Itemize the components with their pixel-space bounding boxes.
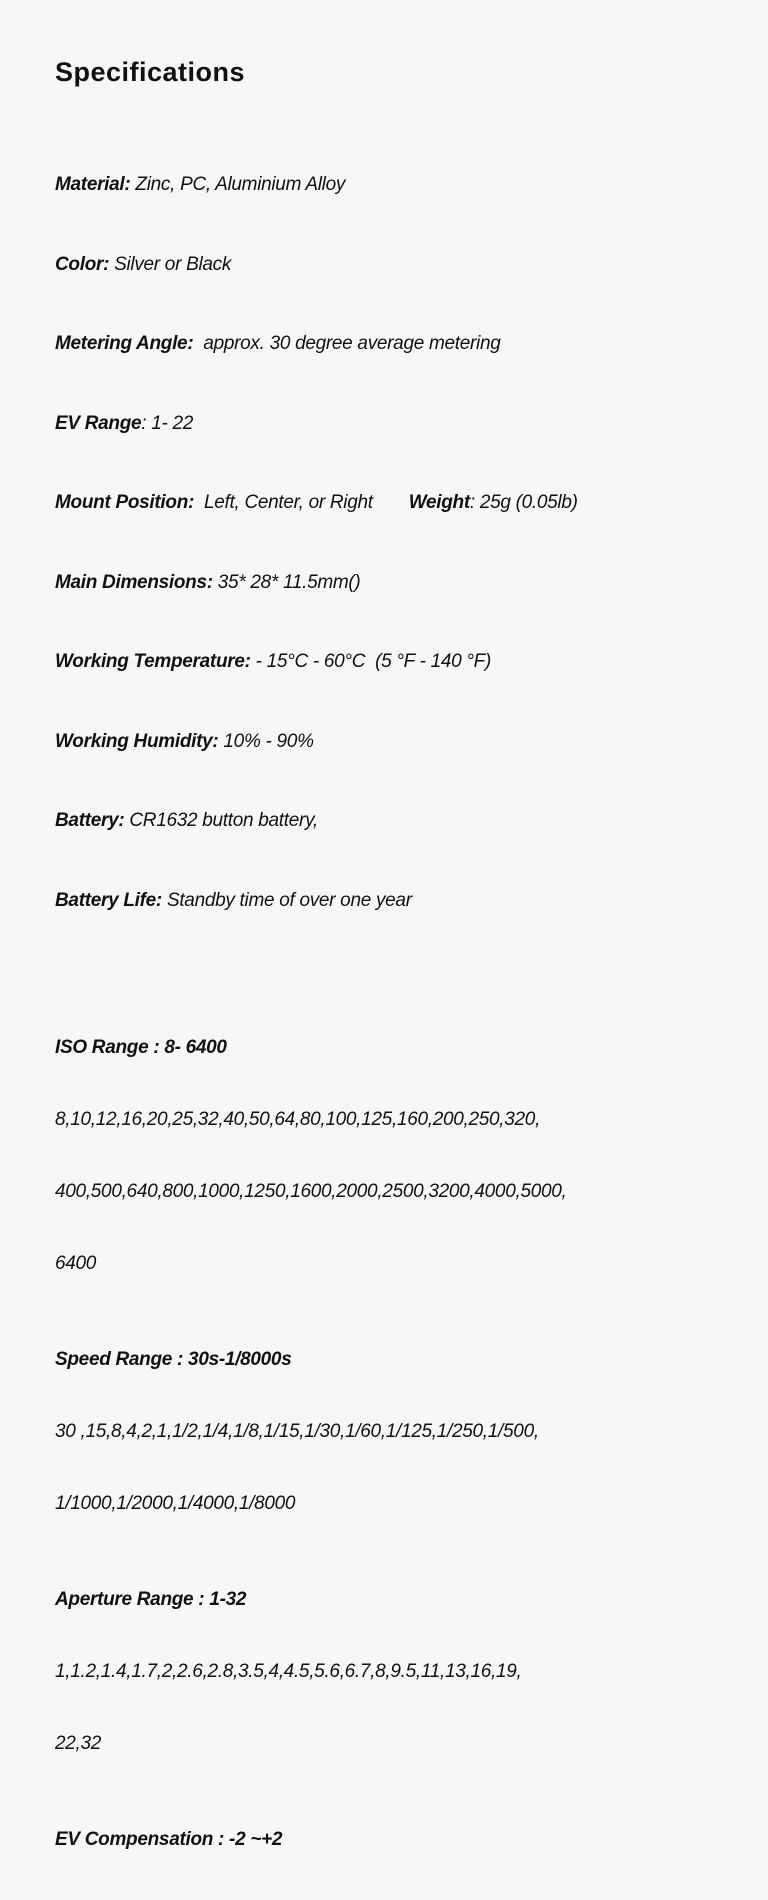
spec-row-working-temperature: [55, 649, 738, 676]
spec-label-material: Material:: [55, 174, 131, 195]
spec-row-working-humidity: [55, 729, 738, 756]
spec-value-color: Silver or Black: [109, 253, 232, 275]
spec-label-weight: Weight: [408, 492, 470, 513]
spec-row-mount-position: [55, 490, 738, 517]
spec-label-metering-angle: Metering Angle:: [55, 333, 194, 354]
spec-row-main-dimensions: [55, 570, 738, 597]
spec-row-battery-life: [55, 888, 738, 915]
spec-value-working-temperature: - 15°C - 60°C (5 °F - 140 °F): [250, 651, 492, 672]
iso-range-heading: ISO Range : 8- 6400: [55, 1037, 227, 1058]
spec-row-metering-angle: [55, 331, 738, 358]
aperture-range-values-line2: 22,32: [55, 1733, 102, 1754]
spec-label-battery: Battery:: [55, 810, 125, 831]
spec-label-main-dimensions: Main Dimensions:: [55, 571, 213, 593]
spec-value-mount-position: Left, Center, or Right: [194, 492, 373, 513]
page-title: Specifications: [55, 57, 246, 87]
spec-row-ev-range: [55, 411, 738, 438]
spec-row-material: [55, 172, 738, 199]
spec-value-metering-angle: approx. 30 degree average metering: [193, 333, 501, 354]
spec-label-working-humidity: Working Humidity:: [55, 730, 219, 752]
iso-range-values-line1: 8,10,12,16,20,25,32,40,50,64,80,100,125,160,200,250,320,: [55, 1109, 541, 1130]
speed-range-heading: Speed Range : 30s-1/8000s: [55, 1349, 292, 1370]
spec-label-ev-range: EV Range: [55, 412, 142, 434]
spec-label-color: Color:: [55, 253, 110, 275]
range-specs-block: [55, 988, 738, 1900]
speed-range-values-line2: 1/1000,1/2000,1/4000,1/8000: [55, 1493, 296, 1514]
spec-row-color: [55, 252, 738, 279]
spec-row-battery: [55, 808, 738, 835]
iso-range-values-line2: 400,500,640,800,1000,1250,1600,2000,2500,3200,4000,5000,: [55, 1181, 567, 1202]
ev-compensation-heading: EV Compensation : -2 ~+2: [55, 1829, 283, 1850]
general-specs-block: [55, 119, 738, 967]
spec-label-battery-life: Battery Life:: [55, 889, 162, 911]
spec-value-material: Zinc, PC, Aluminium Alloy: [130, 174, 346, 195]
spec-label-mount-position: Mount Position:: [55, 492, 195, 513]
aperture-range-values-line1: 1,1.2,1.4,1.7,2,2.6,2.8,3.5,4,4.5,5.6,6.7,8,9.5,11,13,16,19,: [55, 1661, 522, 1682]
spec-value-weight: : 25g (0.05lb): [469, 492, 578, 513]
speed-range-values-line1: 30 ,15,8,4,2,1,1/2,1/4,1/8,1/15,1/30,1/60,1/125,1/250,1/500,: [55, 1421, 539, 1442]
spec-value-battery-life: Standby time of over one year: [161, 889, 412, 911]
spec-value-working-humidity: 10% - 90%: [218, 730, 314, 752]
spec-label-working-temperature: Working Temperature:: [55, 651, 251, 672]
spec-value-main-dimensions: 35* 28* 11.5mm(): [212, 571, 361, 593]
spec-value-battery: CR1632 button battery,: [124, 810, 318, 831]
spec-value-ev-range: : 1- 22: [141, 412, 194, 434]
iso-range-values-line3: 6400: [55, 1253, 97, 1274]
aperture-range-heading: Aperture Range : 1-32: [55, 1589, 247, 1610]
